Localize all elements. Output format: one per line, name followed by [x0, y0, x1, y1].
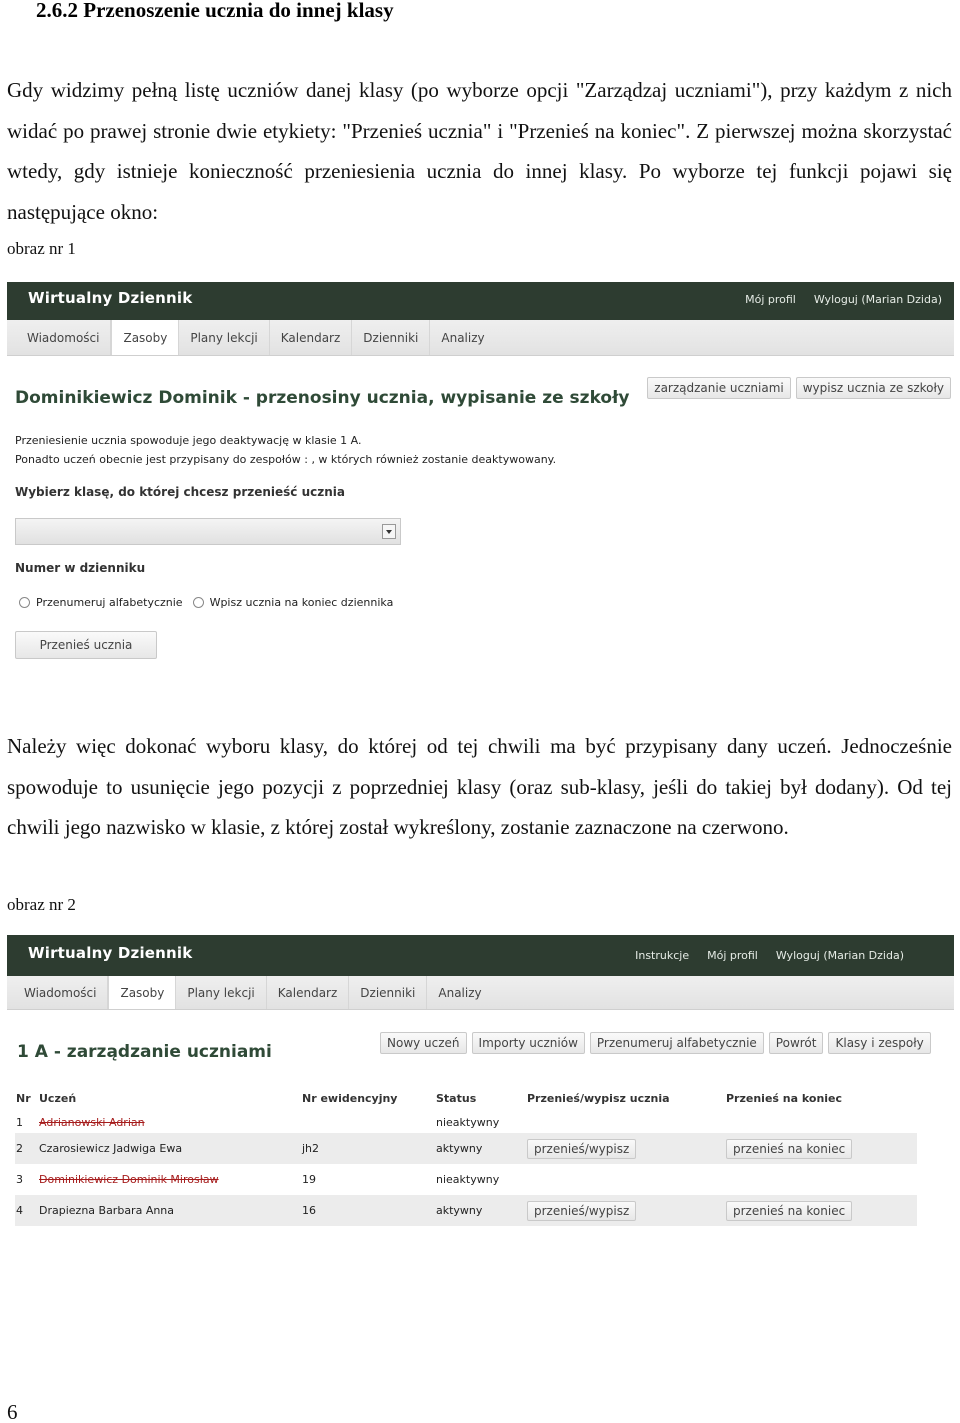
tab-kalendarz[interactable]: Kalendarz	[270, 320, 353, 355]
cell-student[interactable]	[38, 1164, 301, 1195]
move-remove-button[interactable]: przenieś/wypisz	[527, 1201, 636, 1221]
table-row	[15, 1195, 917, 1226]
column-header-status: Status	[436, 1091, 477, 1105]
cell-nr: 1	[16, 1115, 23, 1129]
class-select[interactable]	[15, 518, 401, 545]
cell-ewid: 16	[301, 1195, 435, 1226]
top-bar	[7, 282, 954, 320]
title-actions	[380, 1032, 931, 1054]
logout-link[interactable]: Wyloguj (Marian Dzida)	[813, 293, 942, 306]
cell-status: aktywny	[435, 1133, 526, 1164]
new-student-button[interactable]: Nowy uczeń	[380, 1032, 467, 1054]
cell-nr: 4	[15, 1195, 38, 1226]
classes-groups-button[interactable]: Klasy i zespoły	[828, 1032, 930, 1054]
table-row	[15, 1164, 917, 1195]
intro-paragraph: Gdy widzimy pełną listę uczniów danej klasy (po wyborze opcji "Zarządzaj uczniami"), przy każdym z nich widać po prawej stronie dwie etykiety: "Przenieś ucznia" i "Przenieś na koniec". Z pierwszej można skorzystać wtedy, gdy istnieje konieczność przeniesienia ucznia do innej klasy. Po wyborze tej funkcji pojawi się następujące okno:	[7, 78, 952, 224]
move-to-end-button[interactable]: przenieś na koniec	[726, 1139, 852, 1159]
cell-student[interactable]	[38, 1111, 301, 1133]
table-row	[15, 1133, 917, 1164]
move-to-end-button[interactable]: przenieś na koniec	[726, 1201, 852, 1221]
app-title: Wirtualny Dziennik	[28, 289, 193, 307]
column-header-move: Przenieś/wypisz ucznia	[527, 1091, 670, 1105]
cell-status: aktywny	[435, 1195, 526, 1226]
chevron-down-icon[interactable]	[382, 524, 396, 539]
title-actions	[647, 377, 951, 399]
tab-plany-lekcji[interactable]: Plany lekcji	[176, 976, 266, 1009]
my-profile-link[interactable]: Mój profil	[707, 949, 758, 962]
info-line-1: Przeniesienie ucznia spowoduje jego deaktywację w klasie 1 A.	[15, 434, 362, 447]
instructions-link[interactable]: Instrukcje	[635, 949, 690, 962]
numbering-options	[19, 596, 393, 609]
column-header-nr: Nr	[16, 1091, 31, 1105]
import-students-button[interactable]: Importy uczniów	[472, 1032, 585, 1054]
explanation-paragraph: Należy więc dokonać wyboru klasy, do której od tej chwili ma być przypisany dany uczeń. Jednocześnie spowoduje to usunięcie jego pozycji z poprzedniej klasy (oraz sub-klasy, jeśli do takiej był dodany). Od tej chwili jego nazwisko w klasie, z której został wykreślony, zostanie zaznaczone na czerwono.	[7, 734, 952, 839]
table-header-row	[15, 1085, 917, 1111]
select-class-label: Wybierz klasę, do której chcesz przenieść ucznia	[15, 485, 345, 499]
column-header-ewid: Nr ewidencyjny	[302, 1091, 398, 1105]
radio-append-end[interactable]	[193, 597, 204, 608]
cell-move-end	[725, 1133, 917, 1164]
move-remove-button[interactable]: przenieś/wypisz	[527, 1139, 636, 1159]
cell-student[interactable]: Czarosiewicz Jadwiga Ewa	[38, 1133, 301, 1164]
info-line-2: Ponadto uczeń obecnie jest przypisany do zespołów : , w których również zostanie deaktywowany.	[15, 453, 557, 466]
cell-move-end	[725, 1111, 917, 1133]
logout-link[interactable]: Wyloguj (Marian Dzida)	[775, 949, 904, 962]
page-title: Dominikiewicz Dominik - przenosiny ucznia, wypisanie ze szkoły	[15, 388, 630, 408]
back-button[interactable]: Powrót	[769, 1032, 824, 1054]
tab-dzienniki[interactable]: Dzienniki	[352, 320, 430, 355]
cell-status: nieaktywny	[436, 1115, 500, 1129]
column-header-student: Uczeń	[39, 1091, 77, 1105]
page-number: 6	[7, 1400, 18, 1423]
page-title: 1 A - zarządzanie uczniami	[17, 1042, 272, 1062]
cell-nr: 3	[16, 1173, 23, 1186]
students-table	[15, 1085, 917, 1226]
cell-move-end	[725, 1195, 917, 1226]
my-profile-link[interactable]: Mój profil	[745, 293, 796, 306]
column-header-move-end: Przenieś na koniec	[726, 1091, 843, 1105]
figure-caption-2: obraz nr 2	[7, 895, 76, 914]
screenshot-move-student	[7, 282, 954, 682]
cell-move	[526, 1164, 725, 1195]
cell-status: nieaktywny	[436, 1173, 500, 1186]
tab-wiadomosci[interactable]: Wiadomości	[7, 320, 111, 355]
cell-move	[526, 1195, 725, 1226]
manage-students-button[interactable]: zarządzanie uczniami	[647, 377, 790, 399]
main-tabs	[7, 320, 954, 356]
tab-zasoby[interactable]: Zasoby	[111, 320, 179, 355]
cell-ewid: jh2	[301, 1133, 435, 1164]
cell-student[interactable]: Drapiezna Barbara Anna	[38, 1195, 301, 1226]
cell-move	[526, 1111, 725, 1133]
tab-kalendarz[interactable]: Kalendarz	[267, 976, 350, 1009]
app-title: Wirtualny Dziennik	[28, 944, 193, 962]
top-bar	[7, 935, 954, 976]
cell-move	[526, 1133, 725, 1164]
tab-analizy[interactable]: Analizy	[438, 986, 482, 1000]
table-row	[15, 1111, 917, 1133]
radio-append-end-label: Wpisz ucznia na koniec dziennika	[209, 596, 394, 609]
tab-dzienniki[interactable]: Dzienniki	[349, 976, 427, 1009]
cell-nr: 2	[15, 1133, 38, 1164]
top-links	[635, 949, 904, 962]
screenshot-manage-students	[7, 935, 954, 1235]
cell-ewid	[301, 1111, 435, 1133]
cell-ewid: 19	[302, 1173, 316, 1186]
radio-renumber-label: Przenumeruj alfabetycznie	[36, 596, 183, 609]
tab-wiadomosci[interactable]: Wiadomości	[7, 976, 108, 1009]
tab-analizy[interactable]: Analizy	[441, 331, 485, 345]
cell-move-end	[725, 1164, 917, 1195]
radio-renumber[interactable]	[19, 597, 30, 608]
figure-caption-1: obraz nr 1	[7, 239, 76, 258]
student-name-removed[interactable]: Dominikiewicz Dominik Mirosław	[39, 1173, 219, 1186]
student-name-removed[interactable]: Adrianowski Adrian	[39, 1115, 145, 1129]
renumber-button[interactable]: Przenumeruj alfabetycznie	[590, 1032, 764, 1054]
tab-zasoby[interactable]: Zasoby	[108, 976, 176, 1009]
main-tabs	[7, 976, 954, 1010]
top-links	[745, 293, 942, 306]
tab-plany-lekcji[interactable]: Plany lekcji	[179, 320, 269, 355]
number-label: Numer w dzienniku	[15, 561, 146, 575]
move-student-button[interactable]: Przenieś ucznia	[15, 631, 157, 659]
section-heading: 2.6.2 Przenoszenie ucznia do innej klasy	[36, 0, 394, 22]
remove-from-school-button[interactable]: wypisz ucznia ze szkoły	[796, 377, 951, 399]
